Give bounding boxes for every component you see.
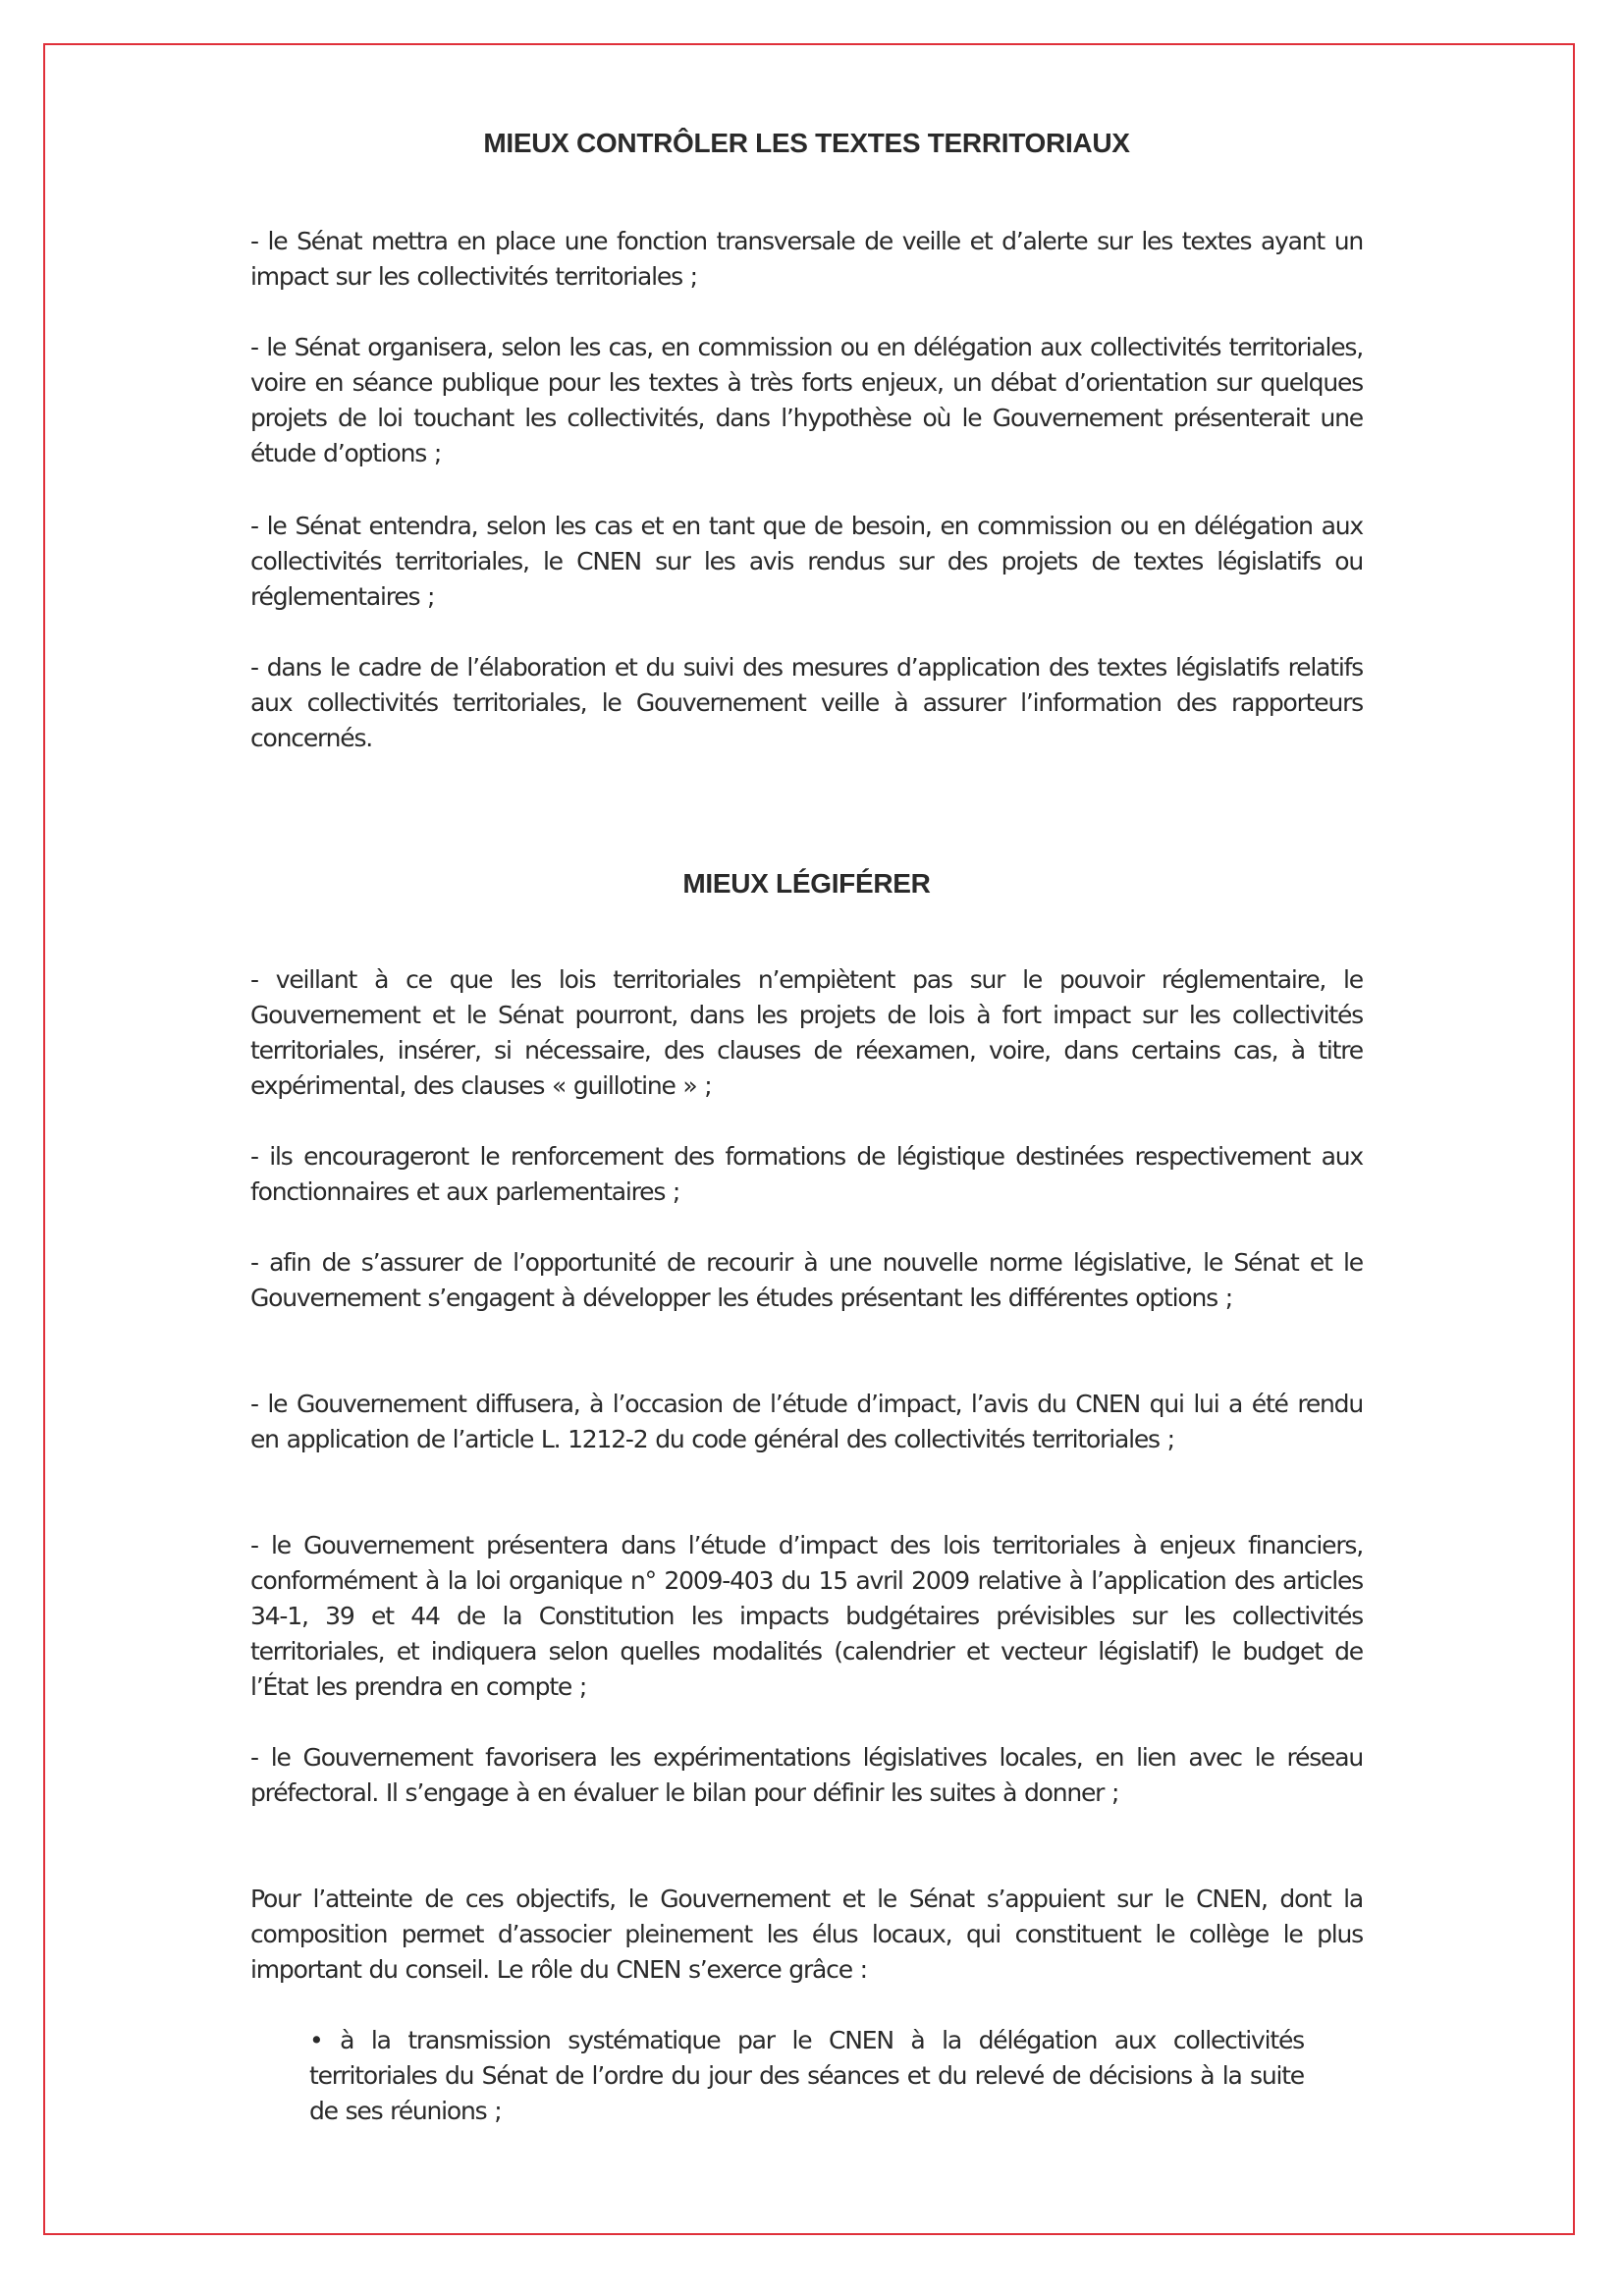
paragraph: - dans le cadre de l’élaboration et du suivi des mesures d’application des textes législatifs relatifs aux collectivités territoriales, le Gouvernement veille à assurer l’information des rapporteurs concernés.	[250, 653, 1363, 752]
paragraph: Pour l’atteinte de ces objectifs, le Gouvernement et le Sénat s’appuient sur le CNEN, dont la composition permet d’associer pleinement les élus locaux, qui constituent le collège le plus important du conseil. Le rôle du CNEN s’exerce grâce :	[250, 1885, 1363, 1984]
paragraph: - le Sénat organisera, selon les cas, en commission ou en délégation aux collectivités territoriales, voire en séance publique pour les textes à très forts enjeux, un débat d’orientation sur quelques projets de loi touchant les collectivités, dans l’hypothèse où le Gouvernement présenterait une étude d’options ;	[250, 333, 1363, 467]
paragraph: - le Gouvernement diffusera, à l’occasion de l’étude d’impact, l’avis du CNEN qui lui a été rendu en application de l’article L. 1212-2 du code général des collectivités territoriales ;	[250, 1390, 1363, 1453]
section-title-legiferer: MIEUX LÉGIFÉRER	[682, 868, 931, 899]
section-title-controle: MIEUX CONTRÔLER LES TEXTES TERRITORIAUX	[483, 128, 1130, 158]
paragraph: - le Gouvernement favorisera les expérimentations législatives locales, en lien avec le réseau préfectoral. Il s’engage à en évaluer le bilan pour définir les suites à donner ;	[250, 1743, 1363, 1807]
paragraph: - le Gouvernement présentera dans l’étude d’impact des lois territoriales à enjeux financiers, conformément à la loi organique n° 2009-403 du 15 avril 2009 relative à l’application des articles 34-1, 39 et 44 de la Constitution les impacts budgétaires prévisibles sur les collectivités territoriales, et indiquera selon quelles modalités (calendrier et vecteur législatif) le budget de l’État les prendra en compte ;	[250, 1531, 1363, 1701]
paragraph: - le Sénat entendra, selon les cas et en tant que de besoin, en commission ou en délégation aux collectivités territoriales, le CNEN sur les avis rendus sur des projets de textes législatifs ou réglementaires ;	[250, 512, 1363, 611]
paragraph: - afin de s’assurer de l’opportunité de recourir à une nouvelle norme législative, le Sénat et le Gouvernement s’engagent à développer les études présentant les différentes options ;	[250, 1248, 1363, 1312]
bullet-item: • à la transmission systématique par le CNEN à la délégation aux collectivités territoriales du Sénat de l’ordre du jour des séances et du relevé de décisions à la suite de ses réunions ;	[309, 2026, 1304, 2125]
paragraph: - ils encourageront le renforcement des formations de légistique destinées respectivement aux fonctionnaires et aux parlementaires ;	[250, 1142, 1363, 1206]
paragraph: - le Sénat mettra en place une fonction transversale de veille et d’alerte sur les textes ayant un impact sur les collectivités territoriales ;	[250, 227, 1363, 291]
paragraph: - veillant à ce que les lois territoriales n’empiètent pas sur le pouvoir réglementaire, le Gouvernement et le Sénat pourront, dans les projets de lois à fort impact sur les collectivités territoriales, insérer, si nécessaire, des clauses de réexamen, voire, dans certains cas, à titre expérimental, des clauses « guillotine » ;	[250, 965, 1363, 1100]
